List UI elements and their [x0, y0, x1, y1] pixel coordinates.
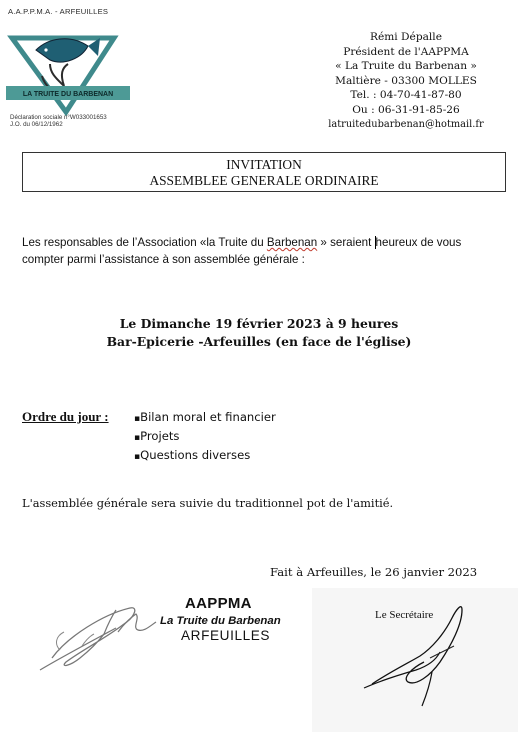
bullet-icon: ▪	[134, 433, 141, 443]
title-line-2: ASSEMBLEE GENERALE ORDINAIRE	[149, 173, 379, 188]
agenda-item-text: Bilan moral et financier	[140, 410, 276, 424]
title-line-1: INVITATION	[226, 157, 302, 172]
intro-text-1: Les responsables de l’Association «la Truite du	[22, 236, 267, 249]
agenda-label: Ordre du jour :	[22, 409, 109, 424]
event-place: Bar-Epicerie -Arfeuilles (en face de l'église)	[106, 334, 412, 349]
closing-sentence: L'assemblée générale sera suivie du traditionnel pot de l'amitié.	[22, 496, 394, 510]
invitation-title-box	[22, 152, 506, 192]
text-cursor: heureux de vous	[375, 236, 462, 249]
place-and-date: Fait à Arfeuilles, le 26 janvier 2023	[270, 565, 478, 579]
logo-banner-text: LA TRUITE DU BARBENAN	[22, 91, 114, 98]
intro-text-2: » seraient	[317, 236, 375, 249]
agenda-item-text: Projets	[140, 429, 180, 443]
sender-role: Président de l'AAPPMA	[343, 45, 469, 58]
sender-address: Maltière - 03300 MOLLES	[335, 74, 477, 87]
sender-address-block	[300, 30, 512, 132]
stamp-line-3: ARFEUILLES	[181, 628, 271, 643]
sender-name: Rémi Dépalle	[370, 31, 442, 43]
association-logo	[6, 7, 130, 137]
logo-emblem	[6, 16, 130, 116]
agenda-item-text: Questions diverses	[140, 448, 251, 462]
bullet-icon: ▪	[134, 452, 141, 462]
spellcheck-word: Barbenan	[266, 236, 318, 249]
logo-top-text: A.A.P.P.M.A. - ARFEUILLES	[8, 7, 109, 16]
sender-email: latruitedubarbenan@hotmail.fr	[328, 118, 484, 130]
secretary-label: Le Secrétaire	[375, 609, 434, 621]
declaration-line-1: Déclaration sociale n°W033001653	[10, 114, 107, 121]
agenda-list	[134, 409, 276, 466]
secretary-signature	[312, 588, 518, 732]
event-date: Le Dimanche 19 février 2023 à 9 heures	[119, 316, 399, 331]
bullet-icon: ▪	[134, 414, 141, 424]
intro-paragraph	[22, 234, 518, 268]
sender-association: « La Truite du Barbenan »	[335, 60, 477, 73]
logo-declaration	[10, 114, 134, 128]
agenda-item	[134, 428, 276, 447]
stamp-line-2: La Truite du Barbenan	[160, 615, 281, 627]
secretary-signature-block	[312, 588, 518, 732]
stamp-line-1: AAPPMA	[185, 595, 252, 612]
association-stamp	[0, 588, 300, 698]
sender-phone: Tel. : 04-70-41-87-80	[350, 89, 462, 102]
agenda-item	[134, 447, 276, 466]
intro-text-line-2: compter parmi l’assistance à son assemblée générale :	[22, 253, 305, 266]
sender-phone-alt: Ou : 06-31-91-85-26	[352, 103, 460, 116]
declaration-line-2: J.O. du 06/12/1962	[10, 121, 63, 128]
agenda-item	[134, 409, 276, 428]
